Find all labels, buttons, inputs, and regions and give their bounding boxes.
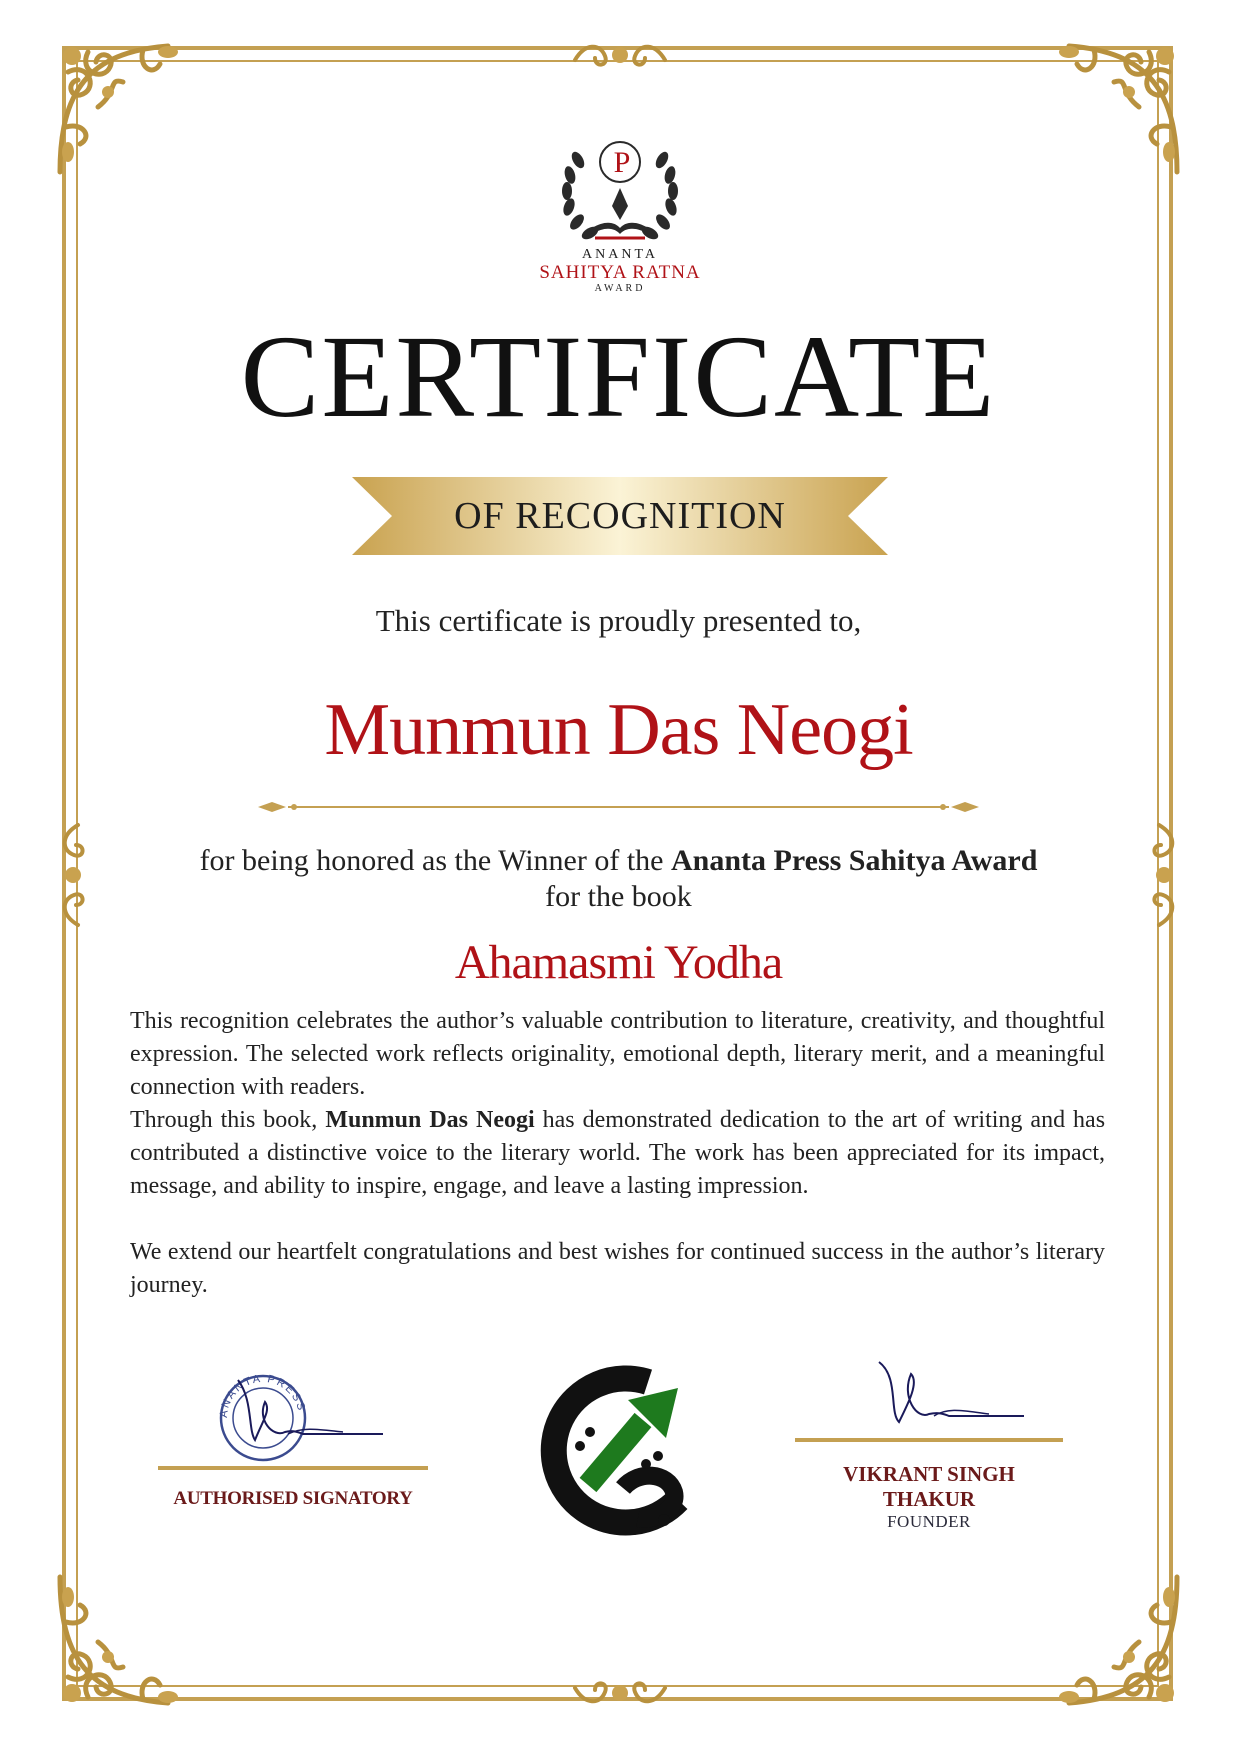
authorised-signatory-block xyxy=(158,1360,428,1510)
logo-line-1: ANANTA xyxy=(582,247,658,262)
body-recipient-name: Munmun Das Neogi xyxy=(325,1107,535,1133)
body-paragraph-2-end: has demonstrated dedication to the art of writing and has contributed a distinctive voice to the literary world. The work has been appreciated for its impact, message, and ability to inspire, engage, and leave a lasting impression. xyxy=(130,1107,1106,1199)
body-paragraph-3: We extend our heartfelt congratulations and best wishes for continued success in the author’s literary journey. xyxy=(130,1239,1105,1298)
company-logo xyxy=(528,1360,710,1542)
presented-text: This certificate is proudly presented to, xyxy=(375,603,862,638)
book-title: Ahamasmi Yodha xyxy=(454,936,783,989)
right-signature-line xyxy=(795,1438,1063,1442)
body-paragraph-2-start: Through this book, xyxy=(130,1107,318,1133)
certificate-title: CERTIFICATE xyxy=(240,311,997,442)
name-divider xyxy=(258,800,979,814)
stamp-text: ANANTA PRESS xyxy=(217,1372,308,1419)
award-name: Ananta Press Sahitya Award xyxy=(671,844,1038,877)
laurel-pen-emblem xyxy=(540,130,700,255)
left-signature-line xyxy=(158,1466,428,1470)
authorised-signatory-label: AUTHORISED SIGNATORY xyxy=(173,1488,413,1509)
founder-role: FOUNDER xyxy=(887,1512,971,1531)
body-paragraph-1: This recognition celebrates the author’s valuable contribution to literature, creativity, and thoughtful expression. The selected work reflects originality, emotional depth, literary merit, and a meaningful connection with readers. xyxy=(130,1008,1105,1100)
logo-line-3: AWARD xyxy=(594,283,646,294)
corner-ornament-bottom-right xyxy=(1039,1567,1189,1717)
founder-signature-block xyxy=(795,1342,1063,1532)
paragraph-gap xyxy=(130,1203,1105,1236)
bottom-center-ornament xyxy=(565,1676,675,1710)
corner-ornament-bottom-left xyxy=(48,1567,198,1717)
corner-ornament-top-right xyxy=(1039,32,1189,182)
subtitle: OF RECOGNITION xyxy=(454,495,786,537)
corner-ornament-top-left xyxy=(48,32,198,182)
honored-statement xyxy=(0,843,1237,915)
logo-line-2: SAHITYA RATNA xyxy=(539,262,701,283)
svg-text:P: P xyxy=(613,146,631,179)
honored-prefix: for being honored as the Winner of the xyxy=(199,844,664,877)
founder-name: VIKRANT SINGH THAKUR xyxy=(843,1462,1015,1511)
body-text xyxy=(130,1005,1105,1302)
top-center-ornament xyxy=(565,38,675,72)
honored-suffix: for the book xyxy=(545,880,692,913)
stamp-signature xyxy=(193,1360,393,1470)
award-logo xyxy=(520,130,720,294)
body-paragraph-2 xyxy=(130,1104,1105,1203)
recipient-name: Munmun Das Neogi xyxy=(324,689,913,771)
founder-signature xyxy=(829,1342,1029,1442)
